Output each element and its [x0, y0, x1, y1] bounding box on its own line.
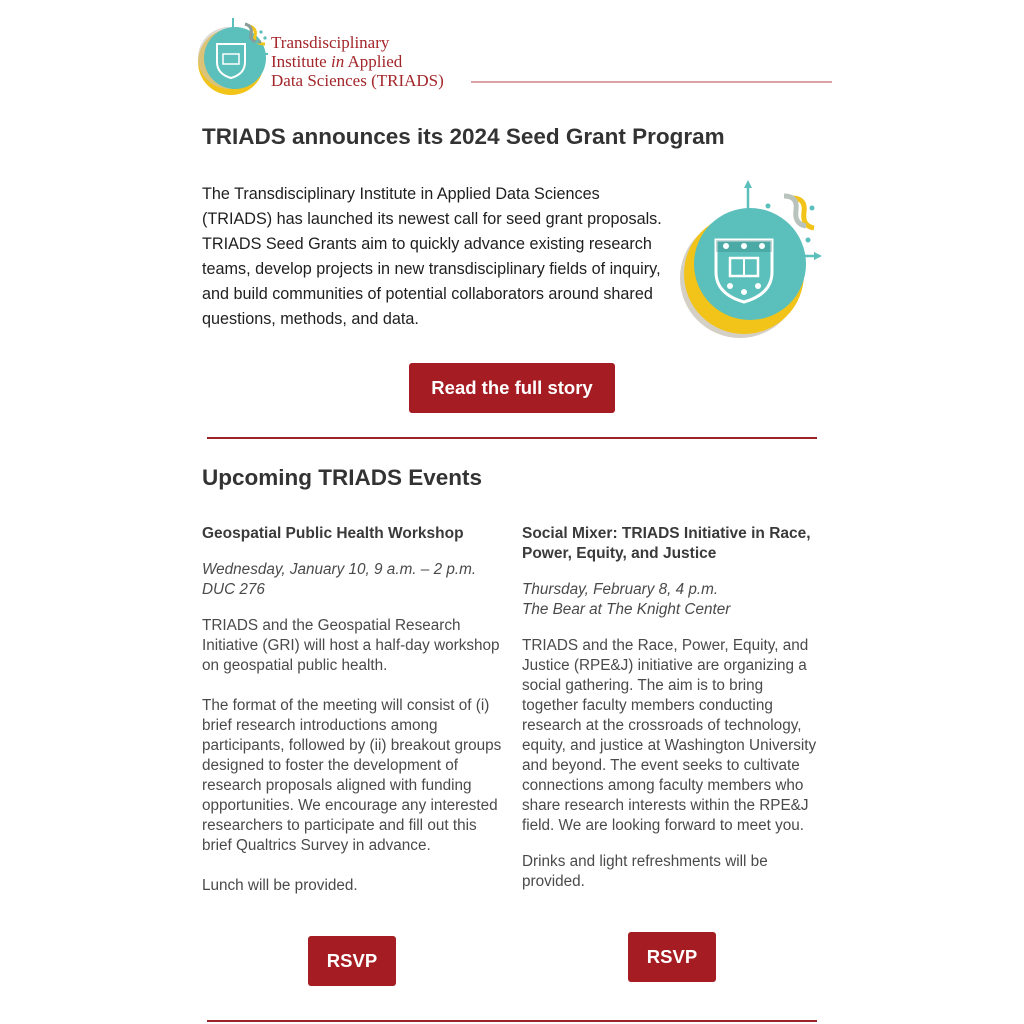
- announcement-headline: TRIADS announces its 2024 Seed Grant Program: [202, 124, 725, 149]
- triads-emblem-icon: [672, 178, 832, 338]
- event-card-social-mixer: [522, 524, 822, 912]
- announcement-body: The Transdisciplinary Institute in Applied Data Sciences (TRIADS) has launched its newest call for seed grant proposals. TRIADS Seed Grants aim to quickly advance existing research teams, develop projects in new transdisciplinary fields of inquiry, and build communities of potential collaborators around shared questions, methods, and data.: [202, 185, 662, 328]
- event-when: [202, 560, 502, 600]
- rsvp-social-mixer-button[interactable]: RSVP: [628, 932, 716, 982]
- event-card-geospatial: [202, 524, 502, 916]
- event-date: Wednesday, January 10, 9 a.m. – 2 p.m.: [202, 561, 477, 578]
- event-date: Thursday, February 8, 4 p.m.: [522, 581, 719, 598]
- event-note: Drinks and light refreshments will be provided.: [522, 853, 768, 890]
- triads-shield-icon: [193, 14, 273, 100]
- event-title: Social Mixer: TRIADS Initiative in Race, Power, Equity, and Justice: [522, 525, 811, 562]
- triads-emblem-image: [672, 178, 832, 338]
- header-rule: [471, 81, 832, 83]
- logo-line-3: Data Sciences (TRIADS): [271, 71, 444, 90]
- logo-line-1: Transdisciplinary: [271, 33, 390, 52]
- logo-line-2: Institute in Applied: [271, 52, 403, 71]
- event-description: TRIADS and the Race, Power, Equity, and Justice (RPE&J) initiative are organizing a social gathering. The aim is to bring together faculty members conducting research at the crossroads of technology, equity, and justice at Washington University and beyond. The event seeks to cultivate connections among faculty members who share research interests within the RPE&J field. We are looking forward to meet you.: [522, 637, 817, 834]
- event-when: [522, 580, 822, 620]
- event-title: Geospatial Public Health Workshop: [202, 525, 464, 542]
- event-format: The format of the meeting will consist of (i) brief research introductions among participants, followed by (ii) breakout groups designed to foster the development of research proposals aligned with funding opportunities. We encourage any interested researchers to participate and fill out this brief Qualtrics Survey in advance.: [202, 697, 502, 854]
- event-note: Lunch will be provided.: [202, 877, 358, 894]
- rsvp-geospatial-button[interactable]: RSVP: [308, 936, 396, 986]
- events-section-title: Upcoming TRIADS Events: [202, 465, 483, 490]
- footer-divider: [207, 1020, 817, 1022]
- event-location: The Bear at The Knight Center: [522, 601, 731, 618]
- event-location: DUC 276: [202, 581, 265, 598]
- event-description: TRIADS and the Geospatial Research Initiative (GRI) will host a half-day workshop on geospatial public health.: [202, 617, 500, 674]
- logo-wordmark: [271, 33, 444, 90]
- read-full-story-button[interactable]: Read the full story: [409, 363, 615, 413]
- section-divider: [207, 437, 817, 439]
